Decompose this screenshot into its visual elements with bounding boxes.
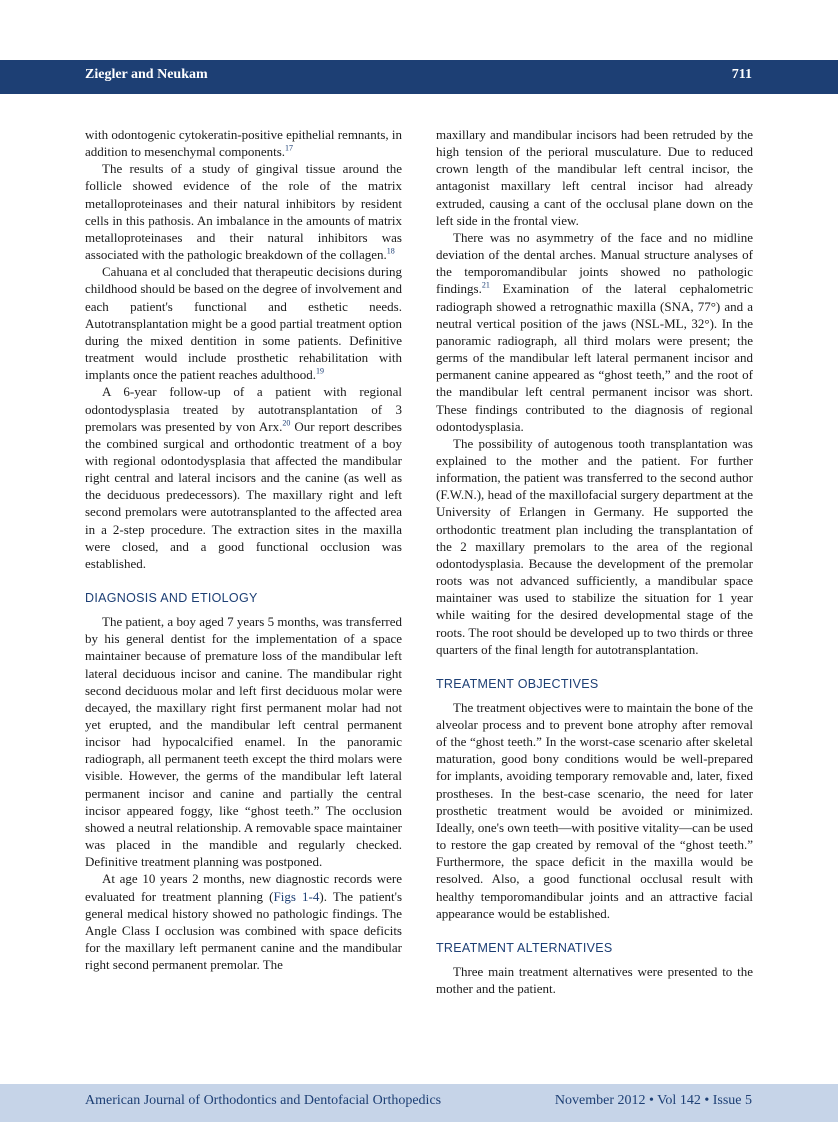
paragraph-text: Three main treatment alternatives were presented to the mother and the patient.: [436, 963, 753, 997]
paragraph: [85, 383, 402, 572]
issue-info: November 2012 • Vol 142 • Issue 5: [554, 1093, 752, 1108]
right-column: [436, 126, 753, 997]
left-column: [85, 126, 402, 973]
paragraph-text: The patient, a boy aged 7 years 5 months, was transferred by his general dentist for the implementation of a space maintainer because of premature loss of the mandibular left lateral deciduous incisor and canine. The mandibular right second deciduous molar and left first deciduous molar were decayed, the maxillary right first permanent molar had not yet erupted, and the mandibular left central permanent incisor had hypocalcified enamel. In the panoramic radiograph, all permanent teeth except the third molars were visible. However, the germs of the mandibular left lateral permanent incisor and canine and partially the central incisor appeared foggy, like “ghost teeth.” The occlusion showed a neutral relationship. A removable space maintainer was placed in the mandible and regularly checked. Definitive treatment planning was postponed.: [85, 614, 402, 870]
reference-link[interactable]: 20: [282, 418, 291, 428]
paragraph: [85, 870, 402, 973]
section-heading-objectives: TREATMENT OBJECTIVES: [436, 676, 599, 691]
paragraph: [436, 229, 753, 435]
paragraph-text: Examination of the lateral cephalometric radiograph showed a retrognathic maxilla (SNA, 77°) and a neutral vertical position of the jaws (NSL-ML, 32°). In the panoramic radiograph, all third molars were present; the germs of the mandibular left lateral permanent incisor and permanent canine appeared as “ghost teeth,” and the root of the mandibular left central permanent incisor was short. These findings contributed to the diagnosis of regional odontodysplasia.: [436, 281, 753, 434]
paragraph: [436, 126, 753, 229]
reference-link[interactable]: 17: [285, 143, 294, 153]
paragraph-text: ). The patient's general medical history showed no pathologic findings. The Angle Class I occlusion was combined with space deficits for the maxillary left permanent canine and the mandibular right second permanent premolar. The: [85, 888, 403, 973]
paragraph: [436, 699, 753, 922]
running-header: [0, 60, 838, 94]
paragraph: [85, 126, 402, 160]
section-heading-alternatives: TREATMENT ALTERNATIVES: [436, 940, 613, 955]
header-authors: Ziegler and Neukam: [85, 67, 208, 82]
paragraph: [85, 263, 402, 383]
paragraph-text: At age 10 years 2 months, new diagnostic records were evaluated for treatment planning (: [85, 871, 402, 904]
section-heading-diagnosis: DIAGNOSIS AND ETIOLOGY: [85, 591, 258, 606]
reference-link[interactable]: 18: [386, 246, 395, 256]
paragraph: [85, 160, 402, 263]
page-number: 711: [731, 67, 752, 82]
figure-link[interactable]: Figs 1-4: [273, 888, 320, 904]
paragraph: [85, 613, 402, 870]
paragraph: [436, 435, 753, 658]
reference-link[interactable]: 19: [316, 366, 325, 376]
paragraph-text: Cahuana et al concluded that therapeutic decisions during childhood should be based on the degree of involvement and each patient's functional and esthetic needs. Autotransplantation might be a good partial treatment option during the mixed dentition in some patients. Definitive treatment would include prosthetic rehabilitation with implants once the patient reaches adulthood.: [85, 264, 402, 383]
paragraph: [436, 963, 753, 997]
paragraph-text: There was no asymmetry of the face and no midline deviation of the dental arches. Manual structure analyses of the temporomandibular joints showed no pathologic findings.: [436, 229, 753, 297]
reference-link[interactable]: 21: [481, 281, 490, 291]
journal-name: American Journal of Orthodontics and Dentofacial Orthopedics: [85, 1093, 442, 1108]
paragraph-text: with odontogenic cytokeratin-positive epithelial remnants, in addition to mesenchymal components.: [85, 127, 402, 160]
paragraph-text: The possibility of autogenous tooth transplantation was explained to the mother and the patient. For further information, the patient was transferred to the second author (F.W.N.), head of the maxillofacial surgery department at the University of Erlangen in Germany. He supported the orthodontic treatment plan including the transplantation of the 2 maxillary premolars to the area of the regional odontodysplasia. Because the development of the premolar roots was not advanced sufficiently, a mandibular space maintainer was used to stabilize the situation for 1 year while waiting for the desired developmental stage of the roots. The root should be developed up to two thirds or three quarters of the final length for autotransplantation.: [436, 435, 753, 657]
paragraph-text: The results of a study of gingival tissue around the follicle showed evidence of the role of the matrix metalloproteinases and their natural inhibitors by resident cells in this pathosis. An imbalance in the amounts of matrix metalloproteinases and their natural inhibitors was associated with the pathologic breakdown of the collagen.: [85, 161, 402, 263]
paragraph-text: The treatment objectives were to maintain the bone of the alveolar process and to prevent bone atrophy after removal of the “ghost teeth.” In the worst-case scenario after skeletal maturation, good bony conditions would be well-prepared for implants, avoiding temporary removable and, later, fixed prostheses. In the best-case scenario, the need for later prosthetic treatment would be avoided or minimized. Ideally, one's own teeth—with positive vitality—can be used to restore the gap created by removal of the “ghost teeth.” Furthermore, the space deficit in the maxilla would be resolved. Also, a good functional occlusal result with healthy temporomandibular joints and an attractive facial appearance would be established.: [436, 699, 753, 921]
running-footer: [0, 1084, 838, 1122]
paragraph-text: maxillary and mandibular incisors had been retruded by the high tension of the perioral musculature. Due to reduced crown length of the mandibular left central incisor, the antagonist maxillary left central incisor had already extruded, causing a cant of the occlusal plane down on the left side in the frontal view.: [436, 127, 753, 228]
paragraph-text: Our report describes the combined surgical and orthodontic treatment of a boy with regional odontodysplasia that affected the mandibular right central and lateral incisors and the canine (as well as the deciduous predecessors). The maxillary right and left second premolars were autotransplanted to the affected area in a 2-step procedure. The extraction sites in the maxilla were closed, and a good functional occlusion was established.: [85, 418, 402, 571]
paragraph-text: A 6-year follow-up of a patient with regional odontodysplasia treated by autotransplantation of 3 premolars was presented by von Arx.: [85, 384, 402, 434]
